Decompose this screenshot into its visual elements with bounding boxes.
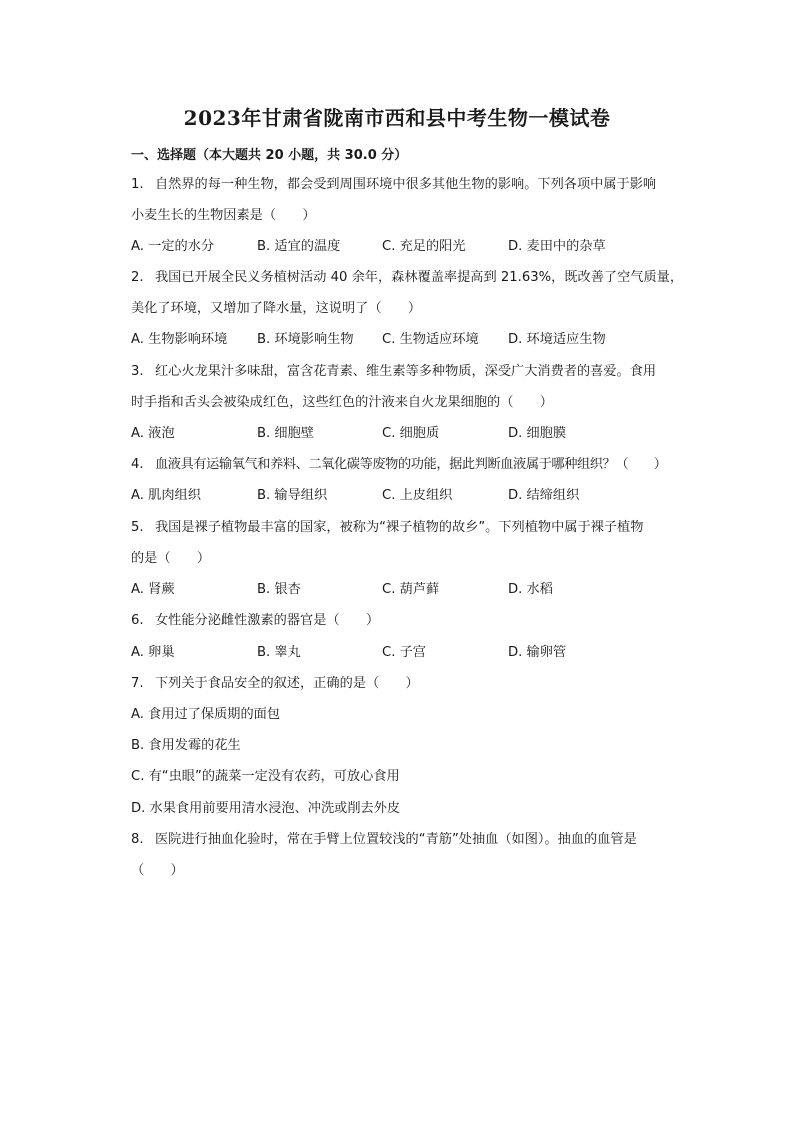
option[interactable]: A. 肌肉组织	[131, 488, 201, 503]
question-2-line-2: 美化了环境，又增加了降水量，这说明了（ ）	[131, 301, 422, 316]
question-2	[131, 268, 683, 288]
option[interactable]: A. 液泡	[131, 426, 175, 441]
option[interactable]: D. 环境适应生物	[508, 332, 606, 347]
question-text: 女性能分泌雌性激素的器官是（ ）	[155, 613, 380, 628]
question-text: 下列关于食品安全的叙述，正确的是（ ）	[155, 676, 419, 691]
question-5	[131, 518, 643, 538]
option[interactable]: D. 输卵管	[508, 645, 567, 660]
option[interactable]: C. 有“虫眼”的蔬菜一定没有农药，可放心食用	[131, 769, 400, 784]
question-number: 8.	[131, 832, 144, 847]
question-text: 血液具有运输氧气和养料、二氧化碳等废物的功能，据此判断血液属于哪种组织？（ ）	[155, 457, 667, 472]
option[interactable]: B. 睾丸	[257, 645, 301, 660]
option[interactable]: A. 食用过了保质期的面包	[131, 707, 281, 722]
question-number: 5.	[131, 520, 144, 535]
option[interactable]: A. 卵巢	[131, 645, 175, 660]
option[interactable]: B. 细胞壁	[257, 426, 314, 441]
option[interactable]: C. 充足的阳光	[382, 239, 466, 254]
page-title: 2023年甘肃省陇南市西和县中考生物一模试卷	[183, 106, 611, 130]
option[interactable]: B. 适宜的温度	[257, 239, 341, 254]
question-5-line-2: 的是（ ）	[131, 551, 211, 566]
question-text: 我国已开展全民义务植树活动 40 余年，森林覆盖率提高到 21.63%，既改善了空气质量，	[155, 270, 684, 285]
section-heading: 一、选择题（本大题共 20 小题，共 30.0 分）	[131, 148, 408, 163]
option[interactable]: C. 细胞质	[382, 426, 440, 441]
question-number: 7.	[131, 676, 144, 691]
question-3-line-2: 时手指和舌头会被染成红色，这些红色的汁液来自火龙果细胞的（ ）	[131, 395, 553, 410]
question-number: 6.	[131, 613, 144, 628]
option[interactable]: D. 细胞膜	[508, 426, 567, 441]
option[interactable]: B. 银杏	[257, 582, 301, 597]
question-7	[131, 674, 419, 694]
question-6	[131, 611, 379, 631]
option[interactable]: C. 上皮组织	[382, 488, 453, 503]
question-text: 我国是裸子植物最丰富的国家，被称为“裸子植物的故乡”。下列植物中属于裸子植物	[155, 520, 644, 535]
option[interactable]: D. 水稻	[508, 582, 553, 597]
option[interactable]: B. 环境影响生物	[257, 332, 354, 347]
question-number: 4.	[131, 457, 144, 472]
option[interactable]: C. 葫芦藓	[382, 582, 440, 597]
option[interactable]: A. 一定的水分	[131, 239, 215, 254]
question-number: 3.	[131, 364, 144, 379]
option[interactable]: D. 水果食用前要用清水浸泡、冲洗或削去外皮	[131, 801, 401, 816]
question-8	[131, 830, 637, 850]
option[interactable]: B. 食用发霉的花生	[131, 738, 241, 753]
option[interactable]: C. 生物适应环境	[382, 332, 479, 347]
question-8-line-2: （ ）	[131, 863, 184, 878]
option[interactable]: C. 子宫	[382, 645, 426, 660]
option[interactable]: B. 输导组织	[257, 488, 328, 503]
question-text: 自然界的每一种生物，都会受到周围环境中很多其他生物的影响。下列各项中属于影响	[155, 177, 657, 192]
question-text: 医院进行抽血化验时，常在手臂上位置较浅的“青筋”处抽血（如图）。抽血的血管是	[155, 832, 637, 847]
question-1	[131, 175, 656, 195]
question-text: 红心火龙果汁多味甜，富含花青素、维生素等多种物质，深受广大消费者的喜爱。食用	[155, 364, 657, 379]
option[interactable]: D. 麦田中的杂草	[508, 239, 606, 254]
question-3	[131, 362, 656, 382]
question-1-line-2: 小麦生长的生物因素是（ ）	[131, 208, 316, 223]
question-number: 1.	[131, 177, 144, 192]
question-number: 2.	[131, 270, 144, 285]
option[interactable]: A. 肾蕨	[131, 582, 175, 597]
option[interactable]: A. 生物影响环境	[131, 332, 228, 347]
question-4	[131, 455, 667, 475]
option[interactable]: D. 结缔组织	[508, 488, 580, 503]
